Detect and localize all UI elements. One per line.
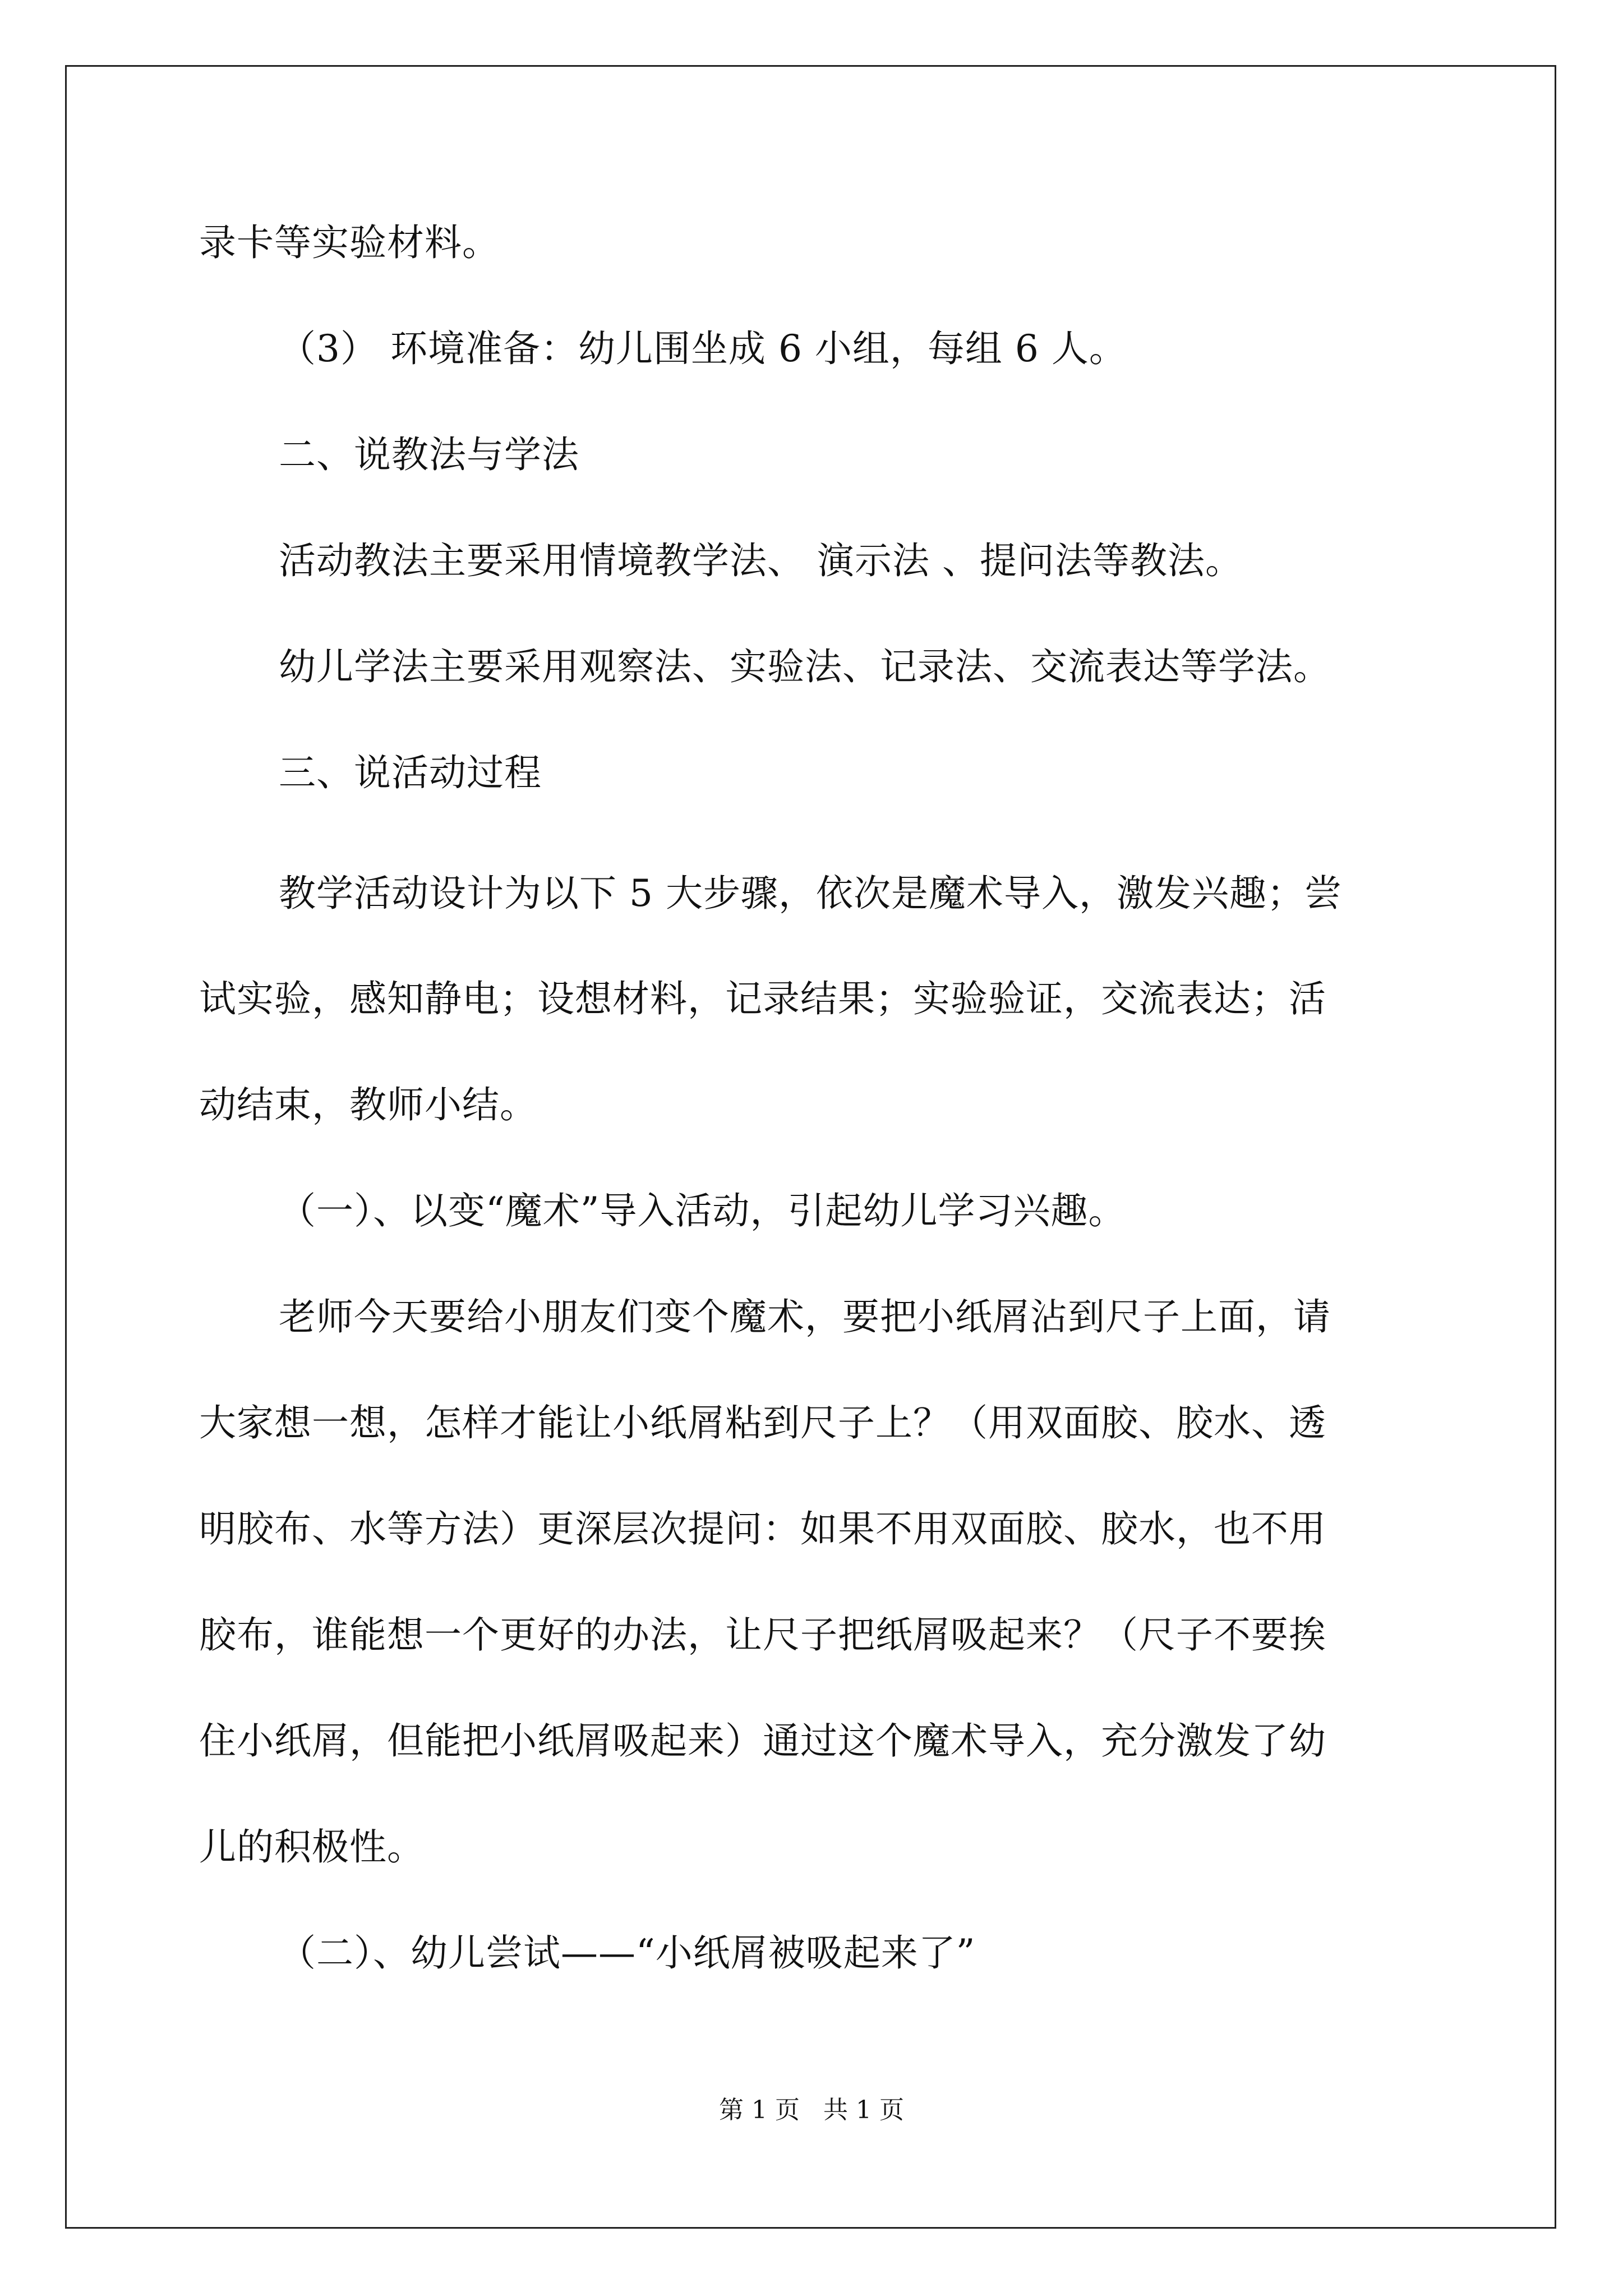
subsection-heading: （一）、以变“魔术”导入活动，引起幼儿学习兴趣。 [279, 1189, 1126, 1232]
section-heading: 二、说教法与学法 [279, 433, 579, 476]
page-number: 第 1 页 共 1 页 [719, 2096, 904, 2124]
section-heading: 三、说活动过程 [279, 751, 542, 794]
text-line: 录卡等实验材料。 [199, 221, 500, 264]
text-line: 幼儿学法主要采用观察法、实验法、记录法、交流表达等学法。 [279, 645, 1331, 688]
text-line: 老师今天要给小朋友们变个魔术，要把小纸屑沾到尺子上面，请 [279, 1295, 1331, 1338]
text-line: 住小纸屑，但能把小纸屑吸起来）通过这个魔术导入，充分激发了幼 [199, 1719, 1326, 1763]
text-line: 试实验，感知静电；设想材料，记录结果；实验验证，交流表达；活 [199, 977, 1326, 1020]
text-line: （3） 环境准备：幼儿围坐成 6 小组，每组 6 人。 [279, 327, 1127, 370]
subsection-heading: （二）、幼儿尝试——“小纸屑被吸起来了” [279, 1931, 976, 1975]
text-line: 明胶布、水等方法）更深层次提问：如果不用双面胶、胶水，也不用 [199, 1507, 1326, 1550]
text-line: 活动教法主要采用情境教学法、 演示法 、提问法等教法。 [279, 539, 1243, 582]
text-line: 动结束，教师小结。 [199, 1083, 537, 1126]
text-line: 胶布，谁能想一个更好的办法，让尺子把纸屑吸起来？（尺子不要挨 [199, 1613, 1326, 1657]
text-line: 大家想一想，怎样才能让小纸屑粘到尺子上？（用双面胶、胶水、透 [199, 1401, 1326, 1444]
text-line: 儿的积极性。 [199, 1825, 425, 1869]
text-line: 教学活动设计为以下 5 大步骤，依次是魔术导入，激发兴趣；尝 [279, 872, 1342, 915]
